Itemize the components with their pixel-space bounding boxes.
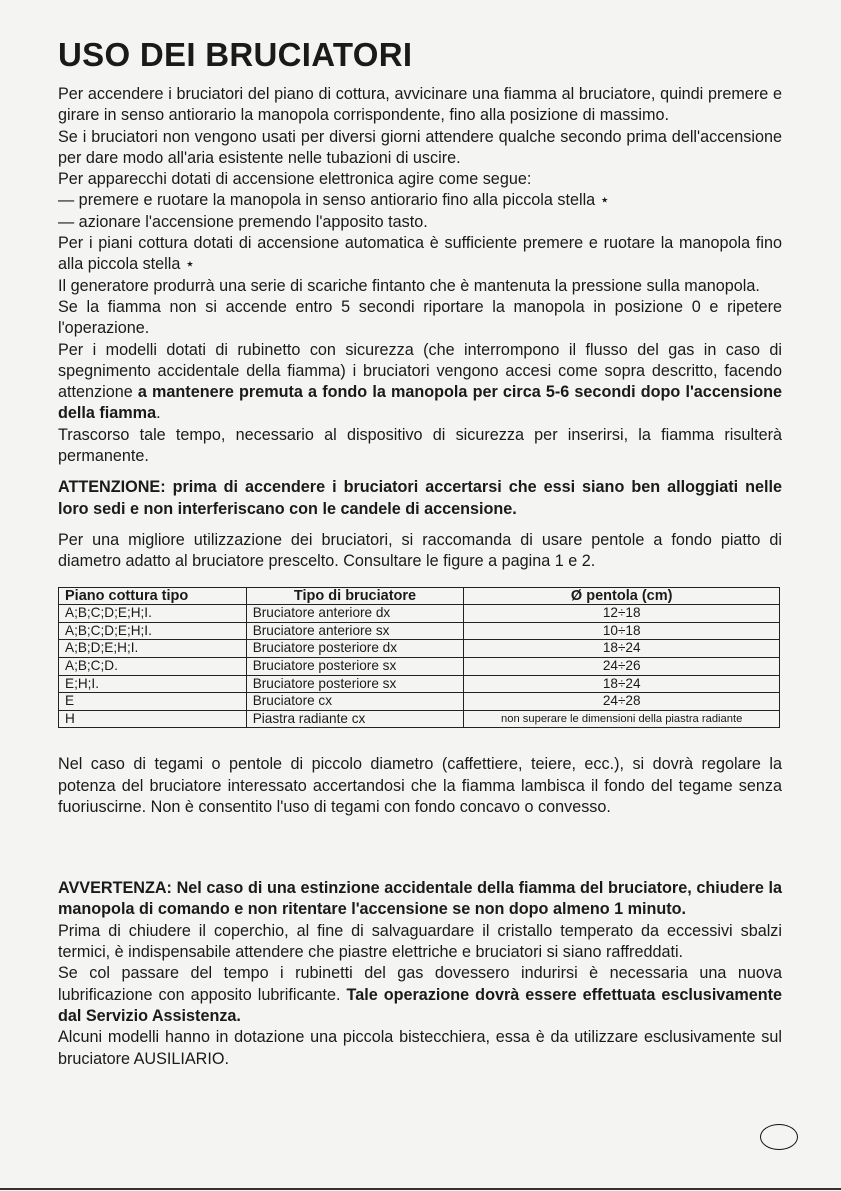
table-row (59, 710, 780, 728)
column-header-pan-diameter: Ø pentola (cm) (464, 587, 780, 605)
paragraph-flame-permanent: Trascorso tale tempo, necessario al dispositivo di sicurezza per inserirsi, la fiamma risulterà permanente. (58, 425, 782, 466)
cell-burner-type: Bruciatore anteriore sx (246, 622, 464, 640)
cell-burner-type: Bruciatore posteriore sx (246, 657, 464, 675)
cell-burner-type: Bruciatore posteriore dx (246, 640, 464, 658)
cell-pan-diameter: non superare le dimensioni della piastra radiante (464, 710, 780, 728)
column-header-burner-type: Tipo di bruciatore (246, 587, 464, 605)
warning-note: AVVERTENZA: Nel caso di una estinzione accidentale della fiamma del bruciatore, chiudere la manopola di comando e non ritentare l'accensione se non dopo almeno 1 minuto. (58, 879, 782, 919)
cell-pan-diameter: 18÷24 (464, 640, 780, 658)
emphasis-hold-knob: a mantenere premuta a fondo la manopola per circa 5-6 secondi dopo l'accensione della fiamma (58, 383, 782, 423)
table-row (59, 605, 780, 623)
cell-pan-diameter: 12÷18 (464, 605, 780, 623)
paragraph-electronic-ignition: Per apparecchi dotati di accensione elettronica agire come segue: (58, 170, 532, 189)
cell-hob-type: A;B;D;E;H;I. (59, 640, 247, 658)
cell-burner-type: Bruciatore cx (246, 693, 464, 711)
paragraph-small-pans: Nel caso di tegami o pentole di piccolo diametro (caffettiere, teiere, ecc.), si dovrà regolare la potenza del bruciatore interessato accertandosi che la fiamma lambisca il fondo del tegame senza fuoriuscirne. Non è consentito l'uso di tegami con fondo concavo o convesso. (58, 755, 782, 816)
paragraph-automatic-ignition: Per i piani cottura dotati di accensione automatica è sufficiente premere e ruotare la manopola fino alla piccola stella ⋆ (58, 234, 782, 274)
paragraph-pan-advice: Per una migliore utilizzazione dei bruciatori, si raccomanda di usare pentole a fondo piatto di diametro adatto al bruciatore prescelto. Consultare le figure a pagina 1 e 2. (58, 530, 782, 571)
cell-pan-diameter: 24÷28 (464, 693, 780, 711)
cell-hob-type: A;B;C;D. (59, 657, 247, 675)
paragraph-ignition: Per accendere i bruciatori del piano di cottura, avvicinare una fiamma al bruciatore, quindi premere e girare in senso antiorario la manopola corrispondente, fino alla posizione di massimo. (58, 85, 782, 125)
cell-hob-type: E (59, 693, 247, 711)
paragraph-lid-cooling: Prima di chiudere il coperchio, al fine di salvaguardare il cristallo temperato da eccessivi sbalzi termici, è indispensabile attendere che piastre elettriche e bruciatori si siano raffreddati. (58, 921, 782, 962)
table-row (59, 693, 780, 711)
cell-pan-diameter: 10÷18 (464, 622, 780, 640)
cell-pan-diameter: 18÷24 (464, 675, 780, 693)
cell-hob-type: E;H;I. (59, 675, 247, 693)
paragraph-unused-days: Se i bruciatori non vengono usati per diversi giorni attendere qualche secondo prima dell'accensione per dare modo all'aria esistente nelle tubazioni di uscire. (58, 127, 782, 167)
table-row (59, 675, 780, 693)
cell-burner-type: Piastra radiante cx (246, 710, 464, 728)
bottom-edge-line (0, 1188, 841, 1190)
paragraph-grill-plate: Alcuni modelli hanno in dotazione una piccola bistecchiera, essa è da utilizzare esclusivamente sul bruciatore AUSILIARIO. (58, 1028, 782, 1068)
table-row (59, 622, 780, 640)
emphasis-service-only: Tale operazione dovrà essere effettuata esclusivamente dal Servizio Assistenza. (58, 985, 782, 1025)
column-header-hob-type: Piano cottura tipo (59, 587, 247, 605)
page-number-oval (760, 1124, 798, 1150)
table-header-row (59, 587, 780, 605)
paragraph-generator: Il generatore produrrà una serie di scariche fintanto che è mantenuta la pressione sulla manopola. (58, 276, 760, 295)
step-press-button: — azionare l'accensione premendo l'apposito tasto. (58, 212, 428, 231)
table-row (59, 657, 780, 675)
page-title: USO DEI BRUCIATORI (58, 36, 413, 73)
paragraph-lubrication: Se col passare del tempo i rubinetti del gas dovessero indurirsi è necessaria una nuova lubrificazione con apposito lubrificante. Tale operazione dovrà essere effettuata esclusivamente dal Servizio Assistenza. (58, 964, 782, 1025)
cell-hob-type: A;B;C;D;E;H;I. (59, 622, 247, 640)
cell-burner-type: Bruciatore posteriore sx (246, 675, 464, 693)
paragraph-retry: Se la fiamma non si accende entro 5 secondi riportare la manopola in posizione 0 e ripetere l'operazione. (58, 297, 782, 338)
cell-pan-diameter: 24÷26 (464, 657, 780, 675)
cell-hob-type: A;B;C;D;E;H;I. (59, 605, 247, 623)
attention-note: ATTENZIONE: prima di accendere i bruciatori accertarsi che essi siano ben alloggiati nelle loro sedi e non interferiscano con le candele di accensione. (58, 478, 782, 518)
step-rotate-knob: — premere e ruotare la manopola in senso antiorario fino alla piccola stella ⋆ (58, 191, 610, 210)
burner-table (58, 587, 780, 729)
document-page (58, 36, 782, 1070)
table-row (59, 640, 780, 658)
paragraph-safety-valve: Per i modelli dotati di rubinetto con sicurezza (che interrompono il flusso del gas in caso di spegnimento accidentale della fiamma) i bruciatori vengono accesi come sopra descritto, facendo attenzione a mantenere premuta a fondo la manopola per circa 5-6 secondi dopo l'accensione della fiamma. (58, 340, 782, 423)
cell-burner-type: Bruciatore anteriore dx (246, 605, 464, 623)
cell-hob-type: H (59, 710, 247, 728)
